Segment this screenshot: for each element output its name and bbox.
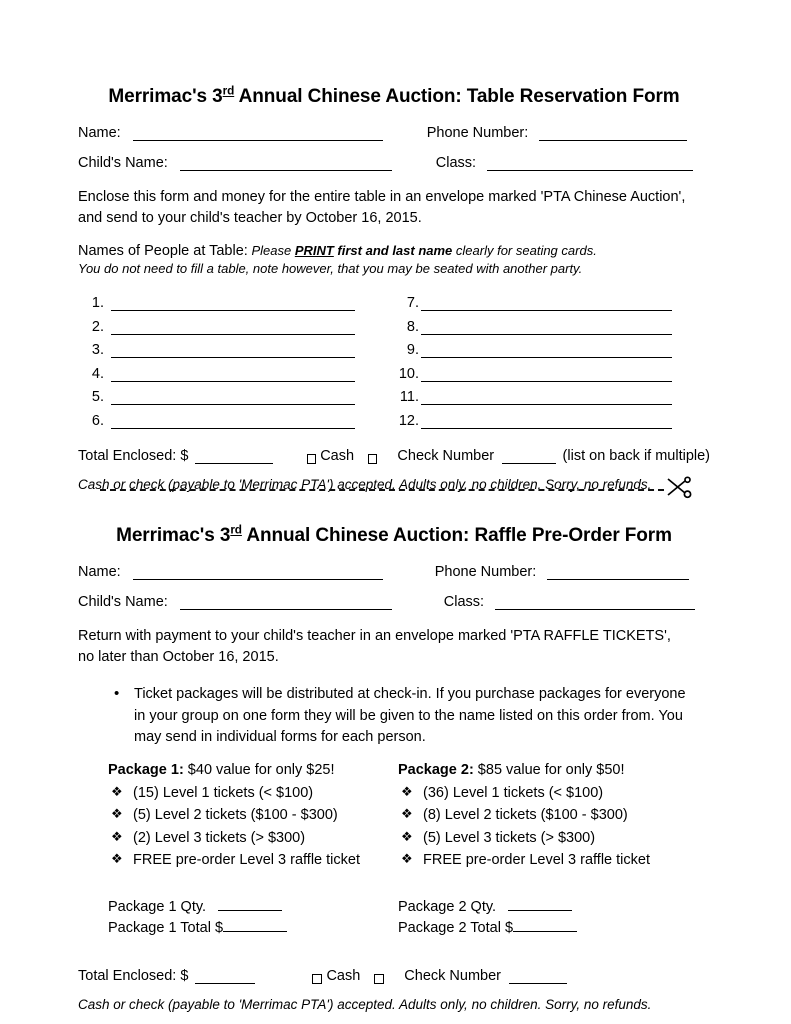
guest-name-input[interactable] [111,364,355,382]
form2-phone-label: Phone Number: [434,564,537,580]
package-2-block [398,759,688,871]
form1-guest-name-lines [78,288,710,429]
package-totals-section [108,897,710,940]
package-2-total-input[interactable] [513,918,577,932]
package-2-qty-label: Package 2 Qty. [398,898,497,915]
package-item [398,782,688,804]
package-item-label: (5) Level 3 tickets (> $300) [423,829,596,846]
diamond-bullet-icon: ❖ [401,806,413,822]
package-item [108,849,398,871]
package-1-total-row [108,918,398,940]
form1-phone-input[interactable] [539,126,687,141]
guest-number: 1. [91,295,104,312]
form2-check-number-input[interactable] [509,969,567,984]
cut-here-divider [100,475,692,504]
guest-name-input[interactable] [421,387,672,405]
form2-title [78,525,710,547]
form1-name-input[interactable] [133,126,383,141]
diamond-bullet-icon: ❖ [111,851,123,867]
form2-child-input[interactable] [180,595,392,610]
form1-names-subnote: You do not need to fill a table, note however, that you may be seated with another party. [78,260,583,276]
form2-check-label: Check Number [404,967,501,984]
form1-names-note-pre: Please [251,242,295,258]
guest-line [393,335,693,359]
form2-class-input[interactable] [495,595,695,610]
package-1-total-input[interactable] [223,918,287,932]
form1-name-label: Name: [78,125,121,141]
package-item-label: (15) Level 1 tickets (< $100) [133,784,314,801]
form1-title-ordinal: rd [222,84,235,98]
guest-line [78,288,393,312]
package-1-totals [108,897,398,940]
form2-name-row [78,564,710,580]
form1-check-number-input[interactable] [502,449,555,464]
form1-names-note-mid: first and last name [333,242,453,258]
form2-cash-checkbox[interactable] [312,974,322,984]
form1-name-row [78,125,710,141]
diamond-bullet-icon: ❖ [111,806,123,822]
guest-number: 5. [91,389,104,406]
package-2-value: $85 value for only $50! [473,762,625,779]
guest-name-input[interactable] [111,340,355,358]
package-item [398,804,688,826]
form1-title-prefix: Merrimac's 3 [108,86,223,107]
form1-child-input[interactable] [180,156,392,171]
guest-line [393,358,693,382]
guest-name-input[interactable] [111,387,355,405]
guest-line [393,405,693,429]
diamond-bullet-icon: ❖ [111,828,123,844]
diamond-bullet-icon: ❖ [401,851,413,867]
scissors-icon [666,475,692,504]
form2-class-label: Class: [443,594,485,610]
form1-check-checkbox[interactable] [368,454,377,464]
table-reservation-form [78,86,710,492]
package-2-qty-row [398,897,688,919]
diamond-bullet-icon: ❖ [401,783,413,799]
guest-number: 9. [406,342,419,359]
package-2-qty-input[interactable] [508,897,572,911]
form2-instructions: Return with payment to your child's teacher in an envelope marked 'PTA RAFFLE TICKETS', no later than October 16, 2015. [78,628,671,666]
guest-name-input[interactable] [421,411,672,429]
package-item [108,782,398,804]
form2-title-suffix: Annual Chinese Auction: Raffle Pre-Order Form [241,525,672,546]
guest-number: 6. [91,412,104,429]
form1-total-row [78,448,710,464]
guest-name-input[interactable] [421,364,672,382]
form2-title-ordinal: rd [230,523,242,537]
diamond-bullet-icon: ❖ [401,828,413,844]
guest-number: 2. [91,318,104,335]
form2-total-label: Total Enclosed: $ [78,967,189,984]
guest-number: 11. [399,389,419,406]
package-item-label: FREE pre-order Level 3 raffle ticket [423,852,650,869]
raffle-preorder-form [78,525,710,1012]
form2-phone-input[interactable] [547,565,689,580]
package-1-block [108,759,398,871]
guest-line [78,311,393,335]
guest-number: 10. [398,365,419,382]
package-2-heading [398,759,688,781]
package-2-total-label: Package 2 Total $ [398,920,514,937]
form1-guest-col-right [393,288,693,429]
form1-instructions: Enclose this form and money for the entire table in an envelope marked 'PTA Chinese Auction', and send to your child's teacher by October 16, 2015. [78,189,686,227]
form1-cash-checkbox[interactable] [307,454,316,464]
package-item-label: (5) Level 2 tickets ($100 - $300) [133,807,338,824]
form1-phone-label: Phone Number: [426,125,529,141]
guest-name-input[interactable] [421,293,672,311]
package-item-label: FREE pre-order Level 3 raffle ticket [133,852,360,869]
dashed-cut-line [100,489,664,491]
guest-number: 3. [91,342,104,359]
guest-line [393,311,693,335]
form1-names-note-print: PRINT [294,242,334,258]
guest-name-input[interactable] [421,317,672,335]
package-item-label: (36) Level 1 tickets (< $100) [423,784,604,801]
guest-number: 7. [406,295,419,312]
form1-guest-col-left [78,288,393,429]
guest-number: 4. [91,365,104,382]
form2-total-input[interactable] [195,969,255,984]
form1-class-label: Class: [435,155,477,171]
guest-name-input[interactable] [111,411,355,429]
package-item-label: (8) Level 2 tickets ($100 - $300) [423,807,628,824]
form1-total-label: Total Enclosed: $ [78,447,189,464]
package-1-items [108,782,398,872]
package-2-total-row [398,918,688,940]
guest-line [393,382,693,406]
form2-bullet-list [108,684,696,749]
package-2-totals [398,897,688,940]
package-1-qty-row [108,897,398,919]
form2-check-checkbox[interactable] [374,974,384,984]
package-1-name: Package 1: [108,762,184,779]
package-1-heading [108,759,398,781]
form1-child-row [78,155,710,171]
form2-name-label: Name: [78,564,121,580]
guest-name-input[interactable] [421,340,672,358]
form2-title-prefix: Merrimac's 3 [116,525,231,546]
form1-total-input[interactable] [195,449,272,464]
form1-class-input[interactable] [487,156,693,171]
package-2-items [398,782,688,872]
package-item [398,849,688,871]
package-1-total-label: Package 1 Total $ [108,920,224,937]
package-item-label: (2) Level 3 tickets (> $300) [133,829,306,846]
package-item [108,827,398,849]
form2-name-input[interactable] [133,565,383,580]
package-item [108,804,398,826]
form2-total-row [78,968,710,984]
form1-check-note: (list on back if multiple) [562,447,711,464]
form1-title [78,86,710,108]
list-item: • Ticket packages will be distributed at check-in. If you purchase packages for everyone in your group on one form they will be given to the name listed on this order from. You may send in individual forms for each person. [108,684,696,749]
form2-cash-label: Cash [326,967,361,984]
form1-child-label: Child's Name: [78,155,168,171]
form2-child-label: Child's Name: [78,594,168,610]
package-1-value: $40 value for only $25! [183,762,335,779]
form1-names-heading-row [78,243,710,259]
form2-child-row [78,594,710,610]
package-item [398,827,688,849]
form1-check-label: Check Number [397,447,495,464]
guest-name-input[interactable] [111,317,355,335]
form1-footer-note: Cash or check (payable to 'Merrimac PTA') accepted. Adults only, no children. Sorry, no refunds. [78,476,652,492]
guest-line [78,405,393,429]
package-2-name: Package 2: [398,762,474,779]
package-1-qty-input[interactable] [218,897,282,911]
diamond-bullet-icon: ❖ [111,783,123,799]
guest-line [78,358,393,382]
guest-name-input[interactable] [111,293,355,311]
form2-footer-note: Cash or check (payable to 'Merrimac PTA') accepted. Adults only, no children. Sorry, no refunds. [78,996,652,1012]
packages-section [108,759,710,871]
form1-title-suffix: Annual Chinese Auction: Table Reservation Form [234,86,680,107]
package-1-qty-label: Package 1 Qty. [108,898,207,915]
guest-line [393,288,693,312]
guest-line [78,382,393,406]
form1-names-heading: Names of People at Table: [78,242,248,259]
form1-names-note-post: clearly for seating cards. [452,242,597,258]
form1-cash-label: Cash [320,447,355,464]
guest-line [78,335,393,359]
guest-number: 12. [398,412,419,429]
guest-number: 8. [406,318,419,335]
